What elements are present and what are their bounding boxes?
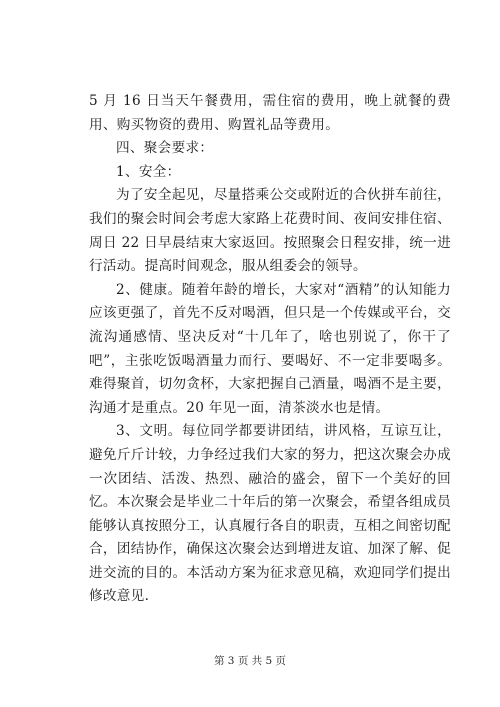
paragraph-safety: 为了安全起见，尽量搭乘公交或附近的合伙拼车前往，我们的聚会时间会考虑大家路上花费时间、夜间安排住宿、周日 22 日早晨结束大家返回。按照聚会日程安排，统一进行活动。提高时间观念，服从组委会的领导。 (89, 187, 451, 275)
paragraph-health: 2、健康。随着年龄的增长，大家对“酒精”的认知能力应该更强了，首先不反对喝酒，但只是一个传媒或平台，交流沟通感情、坚决反对“十几年了，啥也别说了，你干了吧”，主张吃饭喝酒量力而行、要喝好、不一定非要喝多。难得聚首，切勿贪杯，大家把握自己酒量，喝酒不是主要，沟通才是重点。20 年见一面，清茶淡水也是情。 (89, 281, 451, 416)
paragraph-expenses: 5 月 16 日当天午餐费用，需住宿的费用，晚上就餐的费用、购买物资的费用、购置礼品等费用。 (89, 93, 451, 133)
section-heading-requirements: 四、聚会要求： (116, 140, 214, 157)
document-body (89, 90, 451, 609)
paragraph-civility: 3、文明。每位同学都要讲团结，讲风格，互谅互让，避免斤斤计较，力争经过我们大家的努力，把这次聚会办成一次团结、活泼、热烈、融洽的盛会，留下一个美好的回忆。本次聚会是毕业二十年后的第一次聚会，希望各组成员能够认真按照分工，认真履行各自的职责，互相之间密切配合，团结协作，确保这次聚会达到增进友谊、加深了解、促进交流的目的。本活动方案为征求意见稿，欢迎同学们提出修改意见. (89, 423, 451, 605)
page-number-footer: 第 3 页 共 5 页 (213, 655, 287, 667)
subheading-safety: 1、安全： (116, 163, 181, 180)
